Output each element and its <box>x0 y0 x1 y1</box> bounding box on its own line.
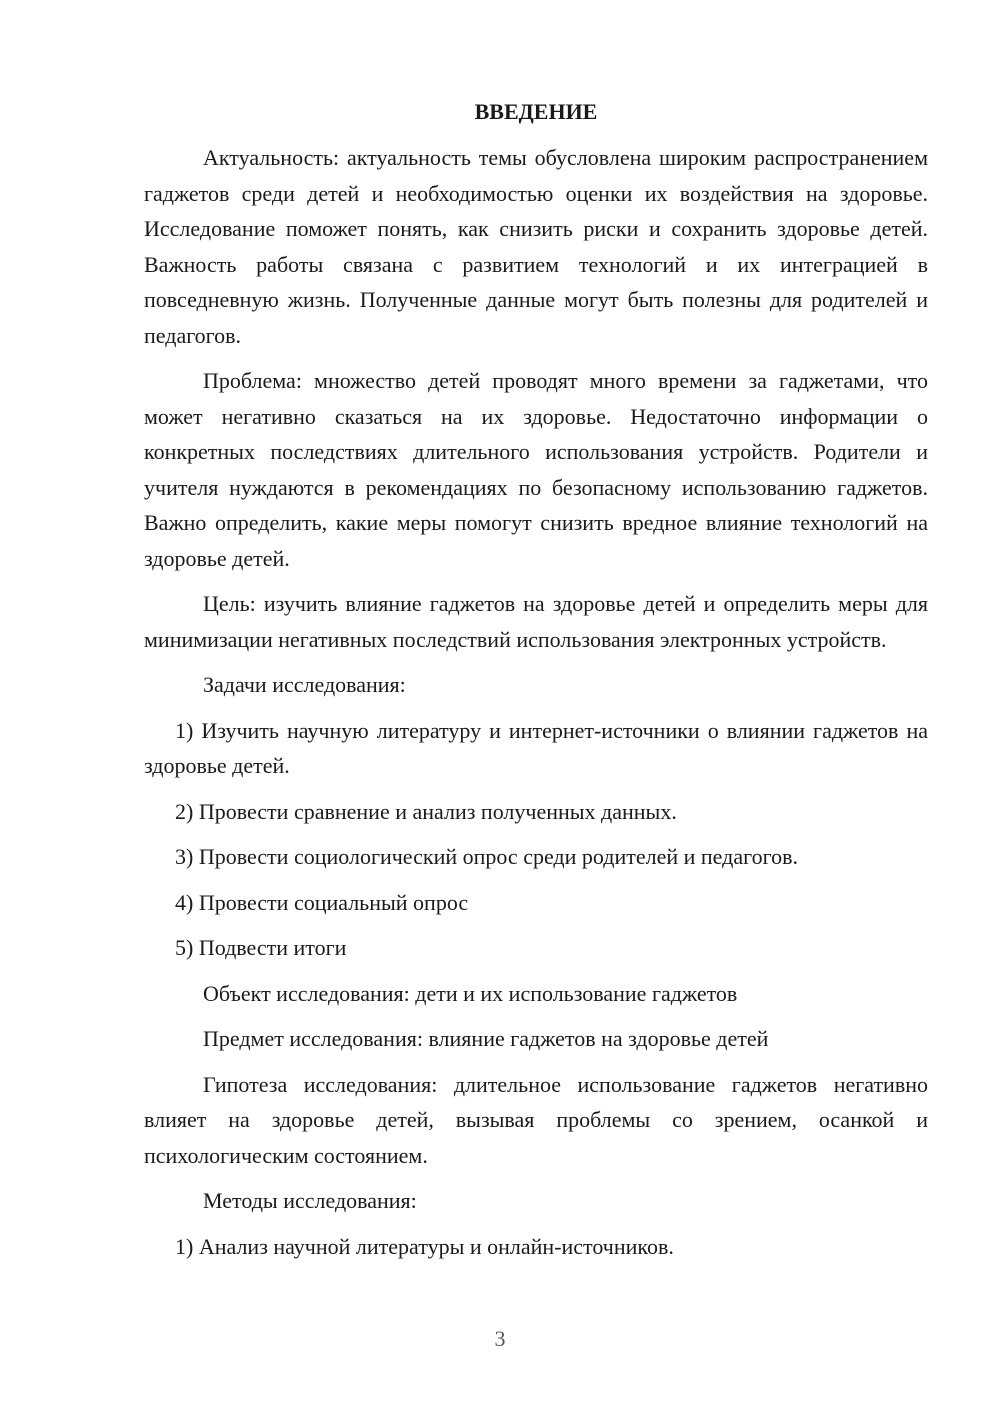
tasks-heading: Задачи исследования: <box>203 672 406 697</box>
hypothesis-paragraph: Гипотеза исследования: длительное использование гаджетов негативно влияет на здоровье детей, вызывая проблемы со зрением, осанкой и психологическим состоянием. <box>144 1071 928 1168</box>
method-item-1: 1) Анализ научной литературы и онлайн-источников. <box>175 1233 674 1259</box>
task-item-1: 1) Изучить научную литературу и интернет-источники о влиянии гаджетов на здоровье детей. <box>144 717 928 778</box>
relevance-paragraph: Актуальность: актуальность темы обусловлена широким распространением гаджетов среди детей и необходимостью оценки их воздействия на здоровье. Исследование поможет понять, как снизить риски и сохранить здоровье детей. Важность работы связана с развитием технологий и их интеграцией в повседневную жизнь. Полученные данные могут быть полезны для родителей и педагогов. <box>144 145 928 348</box>
page-number: 3 <box>494 1326 506 1351</box>
task-item-4: 4) Провести социальный опрос <box>175 889 469 915</box>
task-item-2: 2) Провести сравнение и анализ полученных данных. <box>175 798 677 824</box>
section-title: ВВЕДЕНИЕ <box>474 99 598 124</box>
task-item-5: 5) Подвести итоги <box>175 935 347 960</box>
research-object: Объект исследования: дети и их использование гаджетов <box>203 980 738 1006</box>
page-content <box>144 94 928 1274</box>
goal-paragraph: Цель: изучить влияние гаджетов на здоровье детей и определить меры для минимизации негативных последствий использования электронных устройств. <box>144 591 928 652</box>
research-subject: Предмет исследования: влияние гаджетов на здоровье детей <box>203 1026 769 1051</box>
task-item-3: 3) Провести социологический опрос среди родителей и педагогов. <box>175 844 798 869</box>
methods-heading: Методы исследования: <box>203 1188 417 1213</box>
problem-paragraph: Проблема: множество детей проводят много времени за гаджетами, что может негативно сказаться на их здоровье. Недостаточно информации о конкретных последствиях длительного использования устройств. Родители и учителя нуждаются в рекомендациях по безопасному использованию гаджетов. Важно определить, какие меры помогут снизить вредное влияние технологий на здоровье детей. <box>144 368 928 571</box>
